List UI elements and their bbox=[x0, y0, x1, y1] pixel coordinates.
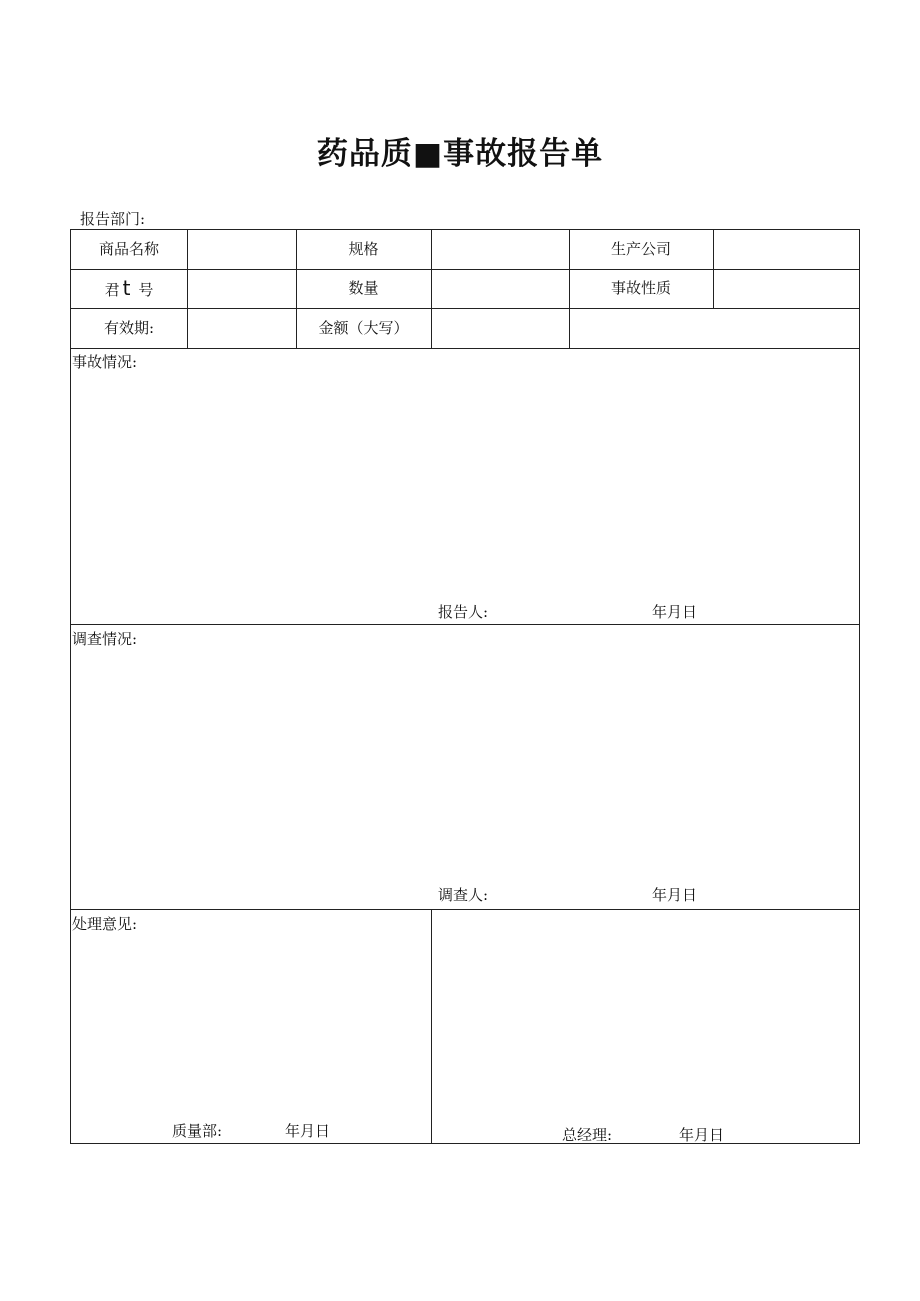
amount-label: 金额（大写） bbox=[318, 319, 409, 337]
general-manager-label: 总经理: bbox=[562, 1126, 613, 1144]
manufacturer-label: 生产公司 bbox=[610, 240, 671, 258]
batch-label-post: 号 bbox=[138, 281, 154, 299]
spec-field[interactable] bbox=[431, 230, 569, 269]
column-divider bbox=[431, 909, 432, 1144]
handling-opinion-label: 处理意见: bbox=[72, 915, 138, 933]
product-name-field[interactable] bbox=[187, 230, 296, 269]
investigator-date-label: 年月日 bbox=[652, 886, 698, 904]
batch-label-mid: t bbox=[122, 276, 131, 300]
accident-nature-label: 事故性质 bbox=[610, 279, 671, 297]
batch-label-pre: 君 bbox=[104, 281, 120, 299]
quality-dept-date-label: 年月日 bbox=[285, 1122, 331, 1140]
general-manager-date-label: 年月日 bbox=[679, 1126, 725, 1144]
report-form bbox=[70, 229, 860, 1144]
expiry-field[interactable] bbox=[187, 309, 296, 348]
amount-extra-field[interactable] bbox=[569, 309, 859, 348]
quality-dept-label: 质量部: bbox=[172, 1122, 223, 1140]
product-name-label: 商品名称 bbox=[98, 240, 159, 258]
row-divider bbox=[71, 348, 859, 349]
manufacturer-field[interactable] bbox=[713, 230, 859, 269]
batch-number-label bbox=[71, 269, 187, 308]
reporter-date-label: 年月日 bbox=[652, 603, 698, 621]
section-divider bbox=[71, 909, 859, 910]
batch-number-field[interactable] bbox=[187, 269, 296, 308]
report-department-label: 报告部门: bbox=[80, 210, 146, 228]
spec-label: 规格 bbox=[348, 240, 379, 258]
investigation-situation-label: 调查情况: bbox=[72, 630, 138, 648]
amount-field[interactable] bbox=[431, 309, 569, 348]
quantity-field[interactable] bbox=[431, 269, 569, 308]
quantity-label: 数量 bbox=[348, 279, 379, 297]
accident-nature-field[interactable] bbox=[713, 269, 859, 308]
investigator-label: 调查人: bbox=[438, 886, 489, 904]
reporter-label: 报告人: bbox=[438, 603, 489, 621]
expiry-label: 有效期: bbox=[103, 319, 155, 337]
section-divider bbox=[71, 624, 859, 625]
page-title: 药品质■事故报告单 bbox=[316, 136, 604, 172]
accident-situation-label: 事故情况: bbox=[72, 353, 138, 371]
